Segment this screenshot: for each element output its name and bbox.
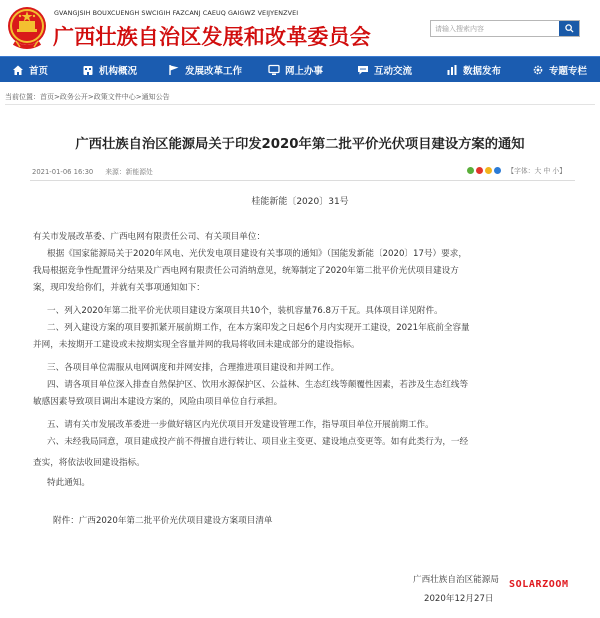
chart-icon [446, 64, 458, 76]
article-source: 来源：新能源处 [105, 168, 153, 176]
nav-item-work[interactable] [168, 57, 242, 83]
watermark-logo: SOLARZOOM [509, 579, 569, 590]
paragraph-1-line-2: 我局根据竞争性配置评分结果及广西电网有限责任公司消纳意见，统筹制定了2020年第二批平价光伏项目建设方 [33, 266, 459, 276]
document-number: 桂能新能〔2020〕31号 [251, 197, 349, 207]
nav-item-label: 发展改革工作 [185, 66, 243, 77]
article-tools [467, 165, 566, 175]
breadcrumb-separator: > [135, 93, 142, 101]
print-icon[interactable] [494, 167, 501, 174]
search-button[interactable] [559, 21, 579, 36]
font-size-close: 】 [559, 167, 566, 175]
weibo-icon[interactable] [476, 167, 483, 174]
closing-phrase: 特此通知。 [47, 478, 90, 488]
national-emblem-icon[interactable] [6, 5, 48, 51]
paragraph-7-line-1: 六、未经我局同意，项目建成投产前不得擅自进行转让、项目业主变更、建设地点变更等。如有此类行为，一经 [47, 437, 469, 447]
paragraph-1-line-3: 案，现印发给你们，并就有关事项通知如下： [33, 283, 205, 293]
gear-icon [532, 64, 544, 76]
qzone-icon[interactable] [485, 167, 492, 174]
chat-icon [357, 64, 369, 76]
search-icon [565, 24, 574, 33]
nav-item-label: 互动交流 [374, 66, 413, 77]
nav-item-about[interactable] [82, 57, 137, 83]
publish-date: 2021-01-06 16:30 [32, 168, 94, 176]
paragraph-4: 三、各项目单位需服从电网调度和并网安排，合理推进项目建设和并网工作。 [47, 363, 340, 373]
divider [30, 180, 575, 181]
attachment-link[interactable]: 附件：广西2020年第二批平价光伏项目建设方案项目清单 [53, 516, 273, 526]
nav-item-label: 专题专栏 [549, 66, 588, 77]
search-box [430, 20, 580, 37]
breadcrumb [5, 92, 170, 102]
monitor-icon [268, 64, 280, 76]
nav-item-label: 首页 [29, 66, 49, 77]
article-title: 广西壮族自治区能源局关于印发2020年第二批平价光伏项目建设方案的通知 [75, 137, 525, 152]
nav-item-label: 网上办事 [285, 66, 324, 77]
breadcrumb-prefix: 当前位置： [5, 93, 40, 101]
building-icon [82, 64, 94, 76]
paragraph-1-line-1: 根据《国家能源局关于2020年风电、光伏发电项目建设有关事项的通知》（国能发新能〔2020〕17号）要求， [47, 249, 467, 259]
main-nav [0, 56, 600, 82]
paragraph-5-line-1: 四、请各项目单位深入排查自然保护区、饮用水源保护区、公益林、生态红线等颠覆性因素，若涉及生态红线等 [47, 380, 469, 390]
flag-icon [168, 64, 180, 76]
breadcrumb-policy-center[interactable]: 政策文件中心 [93, 93, 136, 101]
paragraph-3-line-2: 并网，未按期开工建设或未按期实现全容量并网的我局将收回未建成部分的建设指标。 [33, 340, 360, 350]
signatory: 广西壮族自治区能源局 [413, 575, 499, 585]
paragraph-2: 一、列入2020年第二批平价光伏项目建设方案项目共10个，装机容量76.8万千瓦。具体项目详见附件。 [47, 306, 443, 316]
paragraph-6: 五、请有关市发展改革委进一步做好辖区内光伏项目开发建设管理工作，指导项目单位开展前期工作。 [47, 420, 434, 430]
site-title[interactable]: 广西壮族自治区发展和改革委员会 [53, 25, 371, 49]
nav-item-interaction[interactable] [357, 57, 412, 83]
breadcrumb-separator: > [54, 93, 60, 101]
font-size-large[interactable]: 大 [534, 167, 542, 175]
font-size-medium[interactable]: 中 [543, 167, 551, 175]
site-header [0, 0, 600, 56]
nav-item-home[interactable] [12, 57, 48, 83]
breadcrumb-gov-affairs[interactable]: 政务公开 [59, 93, 88, 101]
breadcrumb-separator: > [87, 93, 94, 101]
nav-item-label: 机构概况 [99, 66, 138, 77]
wechat-icon[interactable] [467, 167, 474, 174]
breadcrumb-home[interactable]: 首页 [40, 93, 54, 101]
font-size-label: 【字体： [507, 167, 535, 175]
nav-item-data[interactable] [446, 57, 501, 83]
nav-item-special[interactable] [532, 57, 587, 83]
salutation: 有关市发展改革委、广西电网有限责任公司、有关项目单位： [33, 232, 266, 242]
home-icon [12, 64, 24, 76]
font-size-small[interactable]: 小 [552, 167, 560, 175]
divider [5, 104, 595, 105]
breadcrumb-notices[interactable]: 通知公告 [141, 93, 170, 101]
paragraph-5-line-2: 敏感因素导致项目调出本建设方案的，风险由项目单位自行承担。 [33, 397, 283, 407]
site-subtitle-zhuang: GVANGJSIH BOUXCUENGH SWCIGIH FAZCANJ CAEUQ GAIGWZ VEIJYENZVEI [54, 9, 299, 17]
nav-item-label: 数据发布 [463, 66, 502, 77]
paragraph-3-line-1: 二、列入建设方案的项目要抓紧开展前期工作，在本方案印发之日起6个月内实现开工建设，2021年底前全容量 [47, 323, 470, 333]
paragraph-7-line-2: 查实，将依法收回建设指标。 [33, 458, 145, 468]
nav-item-online-service[interactable] [268, 57, 323, 83]
sign-date: 2020年12月27日 [424, 594, 494, 604]
search-input[interactable] [431, 21, 559, 36]
article-meta [32, 166, 153, 176]
